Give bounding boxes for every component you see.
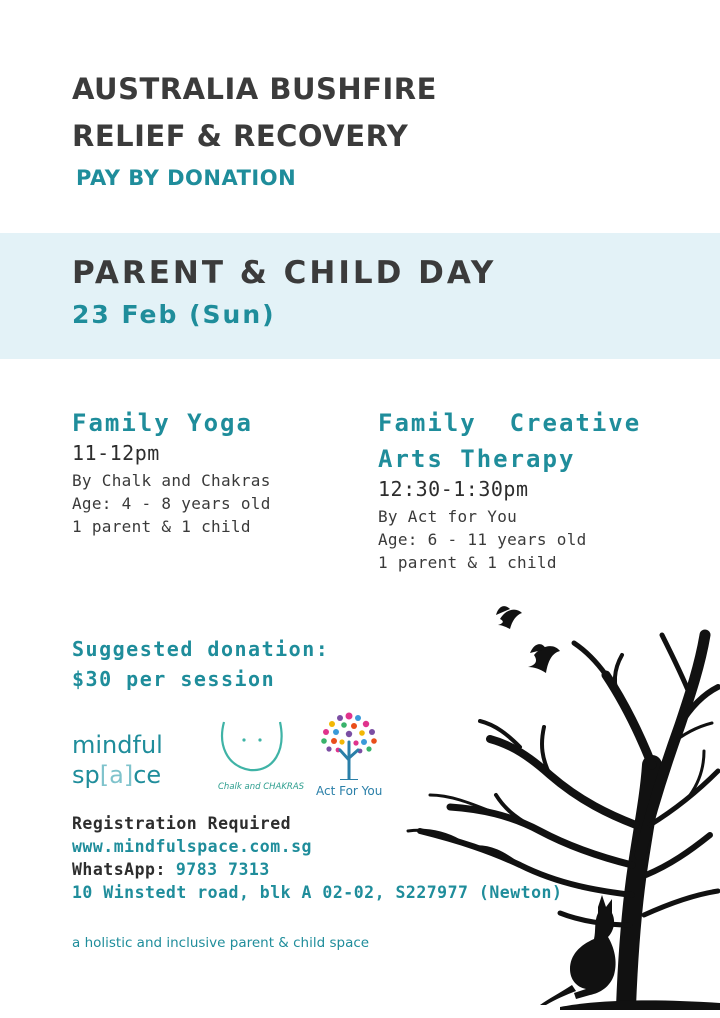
tree-illustration xyxy=(400,595,720,1010)
session-title: Family Yoga xyxy=(72,409,253,437)
session-title-line-2: Arts Therapy xyxy=(378,445,576,473)
address: 10 Winstedt road, blk A 02-02, S227977 (Newton) xyxy=(72,883,563,902)
mindful-space-logo xyxy=(72,730,163,790)
logo-space-part-2: ce xyxy=(133,761,162,789)
suggested-donation xyxy=(72,634,329,694)
session-group: 1 parent & 1 child xyxy=(378,553,557,572)
bird-icon xyxy=(528,644,560,673)
colorful-tree-icon xyxy=(314,708,384,780)
donation-line-1: Suggested donation: xyxy=(72,637,330,661)
session-age: Age: 4 - 8 years old xyxy=(72,494,271,513)
chalk-and-chakras-logo xyxy=(216,714,305,804)
session-host: By Act for You xyxy=(378,507,518,526)
session-creative-arts xyxy=(378,405,641,574)
whatsapp-number[interactable]: 9783 7313 xyxy=(175,860,270,879)
session-age: Age: 6 - 11 years old xyxy=(378,530,587,549)
act-for-you-logo xyxy=(314,708,388,803)
logo-space-part-1: sp xyxy=(72,761,100,789)
act-logo-label: Act For You xyxy=(316,784,383,798)
website-link[interactable]: www.mindfulspace.com.sg xyxy=(72,837,312,856)
logo-space-bracket: [a] xyxy=(99,761,134,789)
logo-space-word xyxy=(72,760,163,790)
bird-icon xyxy=(496,606,522,629)
session-time: 12:30-1:30pm xyxy=(378,477,529,501)
tagline: a holistic and inclusive parent & child space xyxy=(72,935,370,951)
smiley-face-icon xyxy=(216,714,290,784)
session-host: By Chalk and Chakras xyxy=(72,471,271,490)
chalk-logo-label: Chalk and CHAKRAS xyxy=(218,782,305,792)
logo-mindful-word: mindful xyxy=(72,731,163,759)
event-title: PARENT & CHILD DAY xyxy=(72,255,497,291)
session-family-yoga xyxy=(72,405,271,538)
event-band xyxy=(0,233,720,359)
session-group: 1 parent & 1 child xyxy=(72,517,251,536)
donation-line-2: $30 per session xyxy=(72,667,276,691)
session-title-line-1: Family Creative xyxy=(378,409,642,437)
session-time: 11-12pm xyxy=(72,441,160,465)
registration-required: Registration Required xyxy=(72,814,292,833)
header-line-2: RELIEF & RECOVERY xyxy=(72,119,409,153)
whatsapp-label: WhatsApp: xyxy=(72,860,166,879)
event-date: 23 Feb (Sun) xyxy=(72,300,276,329)
pay-by-donation: PAY BY DONATION xyxy=(76,166,297,190)
header-line-1: AUSTRALIA BUSHFIRE xyxy=(72,72,437,106)
kangaroo-icon xyxy=(540,895,616,1005)
